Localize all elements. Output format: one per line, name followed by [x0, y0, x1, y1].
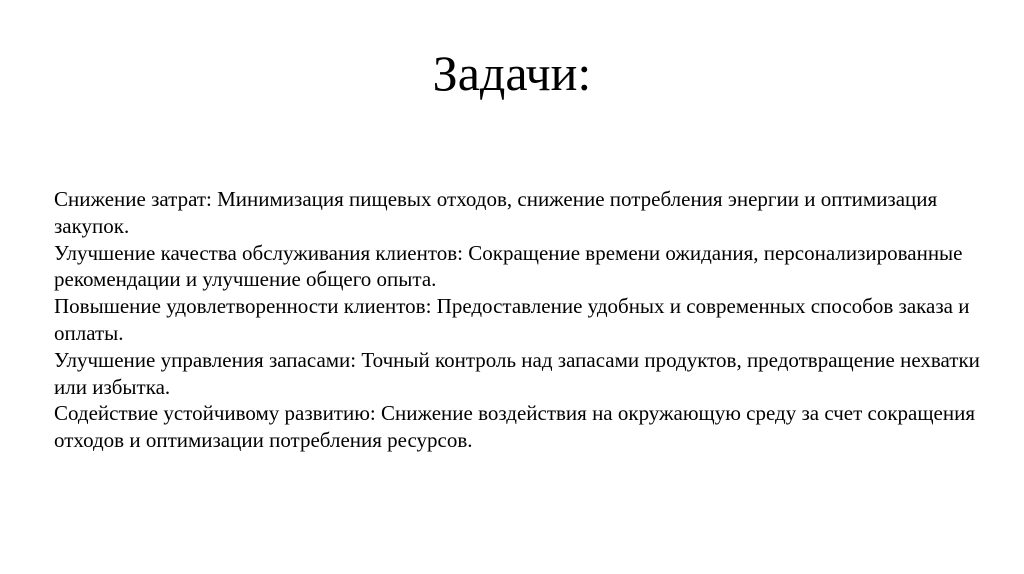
task-item-cost-reduction: Снижение затрат: Минимизация пищевых отходов, снижение потребления энергии и оптимизация закупок. [54, 187, 938, 238]
task-item-customer-satisfaction: Повышение удовлетворенности клиентов: Предоставление удобных и современных способов заказа и оплаты. [54, 294, 970, 345]
task-item-inventory-management: Улучшение управления запасами: Точный контроль над запасами продуктов, предотвращение нехватки или избытка. [54, 347, 980, 399]
task-item-service-quality: Улучшение качества обслуживания клиентов: Сокращение времени ожидания, персонализированные рекомендации и улучшение общего опыта. [54, 240, 963, 292]
task-list [54, 186, 984, 454]
slide-title: Задачи: [432, 45, 592, 101]
task-item-sustainability: Содействие устойчивому развитию: Снижение воздействия на окружающую среду за счет сокращения отходов и оптимизации потребления ресурсов. [54, 401, 976, 453]
